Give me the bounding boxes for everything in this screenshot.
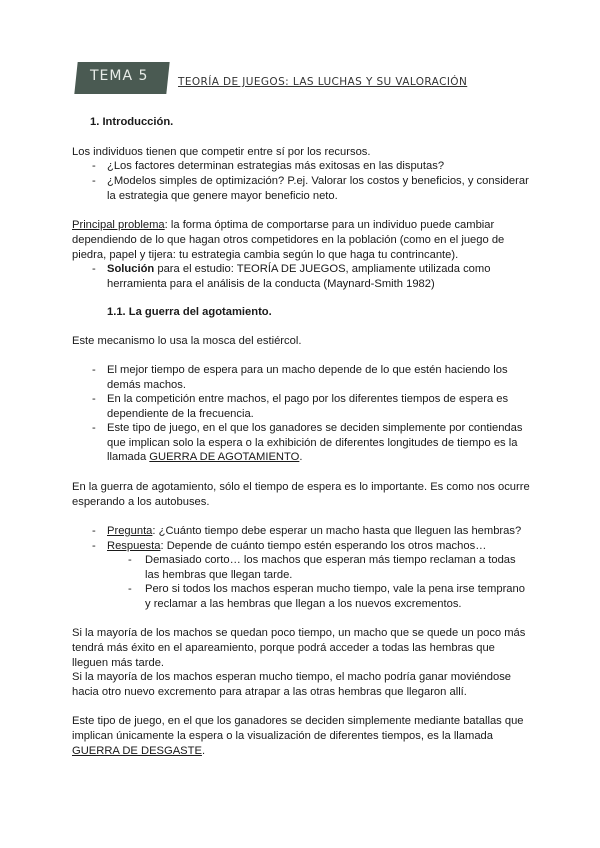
list-item: ¿Los factores determinan estrategias más exitosas en las disputas? <box>107 160 445 172</box>
list-item <box>107 451 302 463</box>
list-item: Este tipo de juego, en el que los ganadores se deciden simplemente por contiendas <box>107 422 523 434</box>
bullet-dash: - <box>92 525 96 537</box>
paragraph-line: En la guerra de agotamiento, sólo el tiempo de espera es lo importante. Es como nos ocurre <box>72 481 530 493</box>
list-item: demás machos. <box>107 379 186 391</box>
bullet-dash: - <box>92 422 96 434</box>
paragraph <box>72 219 494 231</box>
underlined-term: GUERRA DE AGOTAMIENTO <box>149 451 300 463</box>
paragraph: Este mecanismo lo usa la mosca del estiércol. <box>72 335 302 347</box>
sub-list-item: Demasiado corto… los machos que esperan más tiempo reclaman a todas <box>145 554 516 566</box>
sub-list-item: Pero si todos los machos esperan mucho tiempo, vale la pena irse temprano <box>145 583 525 595</box>
list-item: ¿Modelos simples de optimización? P.ej. Valorar los costos y beneficios, y considerar <box>107 175 529 187</box>
underlined-term: GUERRA DE DESGASTE <box>72 745 202 757</box>
bullet-dash: - <box>128 554 132 566</box>
sub-list-item: y reclamar a las hembras que llegan a los nuevos excrementos. <box>145 598 462 610</box>
underlined-term: Respuesta <box>107 540 161 552</box>
subsection-heading: 1.1. La guerra del agotamiento. <box>107 306 272 318</box>
paragraph-line: hacia otro nuevo excremento para atrapar a las otras hembras que llegaron allí. <box>72 686 467 698</box>
paragraph-line: piedra, papel y tijera: tu estrategia cambia según lo que haga tu contrincante). <box>72 249 459 261</box>
list-item: El mejor tiempo de espera para un macho depende de lo que estén haciendo los <box>107 364 508 376</box>
list-item <box>107 263 490 275</box>
text: : Depende de cuánto tiempo estén esperando los otros machos… <box>160 540 487 552</box>
paragraph-line: tendrá más éxito en el apareamiento, porque podrá acceder a todas las hembras que <box>72 642 495 654</box>
text: llamada <box>107 451 150 463</box>
list-item: herramienta para el análisis de la conducta (Maynard-Smith 1982) <box>107 278 435 290</box>
underlined-term: Pregunta <box>107 525 153 537</box>
paragraph-line <box>72 745 205 757</box>
list-item <box>107 525 521 537</box>
bullet-dash: - <box>92 160 96 172</box>
page-title: TEORÍA DE JUEGOS: LAS LUCHAS Y SU VALORACIÓN <box>178 76 468 88</box>
paragraph-line: Si la mayoría de los machos se quedan poco tiempo, un macho que se quede un poco más <box>72 627 526 639</box>
list-item: En la competición entre machos, el pago por los diferentes tiempos de espera es <box>107 393 509 405</box>
paragraph-line: Si la mayoría de los machos esperan mucho tiempo, el macho podría ganar moviéndose <box>72 671 512 683</box>
bullet-dash: - <box>128 583 132 595</box>
list-item: la estrategia que genere mayor beneficio neto. <box>107 190 338 202</box>
paragraph-line: dependiendo de lo que hagan otros competidores en la población (como en el juego de <box>72 234 505 246</box>
bullet-dash: - <box>92 364 96 376</box>
paragraph: Los individuos tienen que competir entre sí por los recursos. <box>72 146 371 158</box>
topic-badge: TEMA 5 <box>90 68 149 84</box>
list-item: dependiente de la frecuencia. <box>107 408 254 420</box>
underlined-term: Principal problema <box>72 219 165 231</box>
list-item: que implican solo la espera o la exhibición de diferentes longitudes de tiempo es la <box>107 437 518 449</box>
list-item <box>107 540 486 552</box>
text: : ¿Cuánto tiempo debe esperar un macho hasta que lleguen las hembras? <box>152 525 522 537</box>
sub-list-item: las hembras que llegan tarde. <box>145 569 293 581</box>
paragraph-line: implican únicamente la espera o la visualización de diferentes tiempos, es la llamada <box>72 730 494 742</box>
text: . <box>299 451 303 463</box>
text: : la forma óptima de comportarse para un individuo puede cambiar <box>164 219 495 231</box>
paragraph-line: lleguen más tarde. <box>72 657 165 669</box>
paragraph-line: Este tipo de juego, en el que los ganadores se deciden simplemente mediante batallas que <box>72 715 524 727</box>
section-heading: 1. Introducción. <box>90 116 174 128</box>
paragraph-line: esperando a los autobuses. <box>72 496 210 508</box>
text: para el estudio: TEORÍA DE JUEGOS, ampliamente utilizada como <box>154 263 491 275</box>
bullet-dash: - <box>92 393 96 405</box>
bullet-dash: - <box>92 175 96 187</box>
text: . <box>201 745 206 757</box>
bold-term: Solución <box>107 263 155 275</box>
bullet-dash: - <box>92 263 96 275</box>
bullet-dash: - <box>92 540 96 552</box>
